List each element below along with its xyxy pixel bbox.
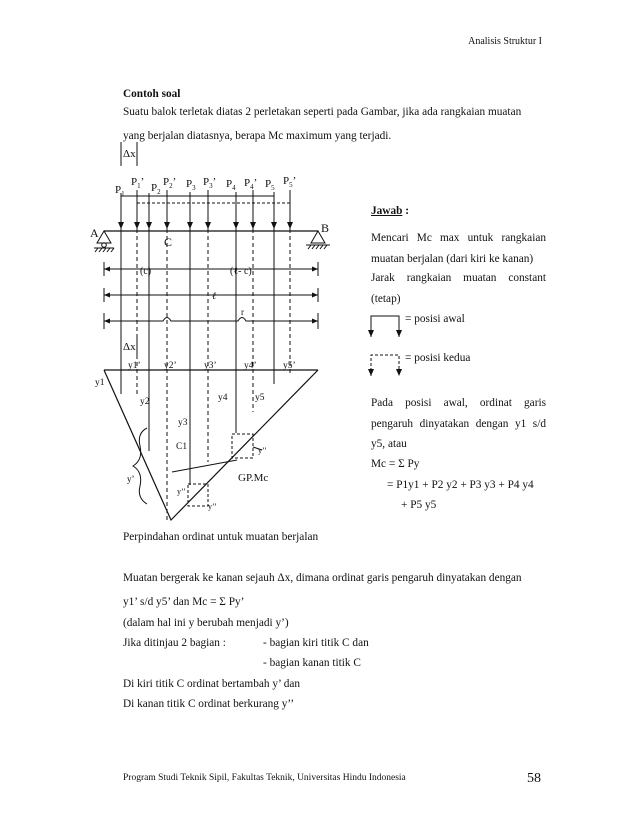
answer-line-2: muatan berjalan (dari kiri ke kanan): [371, 253, 534, 265]
dx-label: Δx: [123, 148, 136, 160]
body-line-4a: Jika ditinjau 2 bagian :: [123, 637, 226, 649]
svg-text:P2’: $P_2$’: [163, 176, 177, 190]
svg-text:y1: y1: [95, 378, 105, 388]
svg-text:P5’: $P_5$’: [283, 175, 297, 189]
footer-text: Program Studi Teknik Sipil, Fakultas Teknik, Universitas Hindu Indonesia: [123, 773, 406, 783]
problem-line-2: yang berjalan diatasnya, berapa Mc maximum yang terjadi.: [123, 130, 392, 142]
svg-text:C1: C1: [176, 442, 188, 452]
svg-text:y’’: y’’: [177, 487, 186, 496]
body-line-3: (dalam hal ini y berubah menjadi y’): [123, 617, 289, 629]
svg-text:P4: $P_4$: [226, 178, 236, 192]
running-header: Analisis Struktur I: [468, 36, 542, 47]
legend-dashed: [371, 355, 399, 376]
dim-c: (c): [140, 266, 152, 277]
svg-text:P2: $P_2$: [151, 182, 161, 196]
legend-solid-label: = posisi awal: [405, 313, 465, 325]
svg-text:P3’: $P_3$’: [203, 176, 217, 190]
dx-label-lower: Δx: [123, 341, 136, 353]
answer-line-4: (tetap): [371, 293, 401, 305]
support-a: [97, 231, 111, 243]
svg-text:y4’: y4’: [244, 361, 257, 371]
dim-l: ℓ: [212, 291, 217, 302]
equation-2: = P1y1 + P2 y2 + P3 y3 + P4 y4: [387, 479, 534, 491]
body-line-5: - bagian kanan titik C: [263, 657, 361, 669]
svg-text:y2’: y2’: [164, 361, 177, 371]
dim-l-minus-c: (ℓ- c): [230, 266, 252, 277]
svg-text:y’: y’: [127, 474, 135, 484]
example-heading: Contoh soal: [123, 88, 181, 100]
svg-text:y’’: y’’: [258, 446, 267, 455]
answer-para-1: Pada posisi awal, ordinat garis: [371, 397, 546, 409]
answer-heading: Jawab :: [371, 205, 409, 217]
answer-line-3: Jarak rangkaian muatan constant: [371, 272, 546, 284]
influence-line: [104, 370, 318, 520]
svg-text:P3: $P_3$: [186, 178, 196, 192]
svg-text:P4’: $P_4$’: [244, 177, 258, 191]
equation-1: Mc = Σ Py: [371, 458, 420, 470]
answer-para-3: y5, atau: [371, 438, 407, 450]
equation-3: + P5 y5: [401, 499, 437, 511]
body-line-6: Di kiri titik C ordinat bertambah y’ dan: [123, 678, 301, 690]
svg-text:y1’: y1’: [128, 361, 141, 371]
svg-text:y3’: y3’: [204, 361, 217, 371]
page-number: 58: [527, 771, 541, 786]
legend-dashed-label: = posisi kedua: [405, 352, 471, 364]
body-line-1: Muatan bergerak ke kanan sejauh Δx, dimana ordinat garis pengaruh dinyatakan dengan: [123, 572, 522, 584]
answer-para-2: pengaruh dinyatakan dengan y1 s/d: [371, 418, 546, 430]
label-b: B: [321, 221, 330, 235]
svg-text:P1: $P_1$: [115, 184, 125, 198]
dim-r: r: [241, 307, 244, 317]
label-a: A: [90, 226, 99, 240]
legend-solid: [371, 316, 399, 337]
svg-text:y’’: y’’: [208, 502, 217, 511]
svg-text:y5: y5: [255, 393, 265, 403]
svg-text:y5’: y5’: [283, 361, 296, 371]
label-c: C: [164, 235, 173, 249]
body-line-2: y1’ s/d y5’ dan Mc = Σ Py’: [123, 596, 245, 608]
svg-text:y3: y3: [178, 418, 188, 428]
svg-text:P1’: $P_1$’: [131, 176, 145, 190]
svg-text:P5: $P_5$: [265, 178, 275, 192]
answer-line-1: Mencari Mc max untuk rangkaian: [371, 232, 546, 244]
body-line-4b: - bagian kiri titik C dan: [263, 637, 369, 649]
problem-line-1: Suatu balok terletak diatas 2 perletakan seperti pada Gambar, jika ada rangkaian muatan: [123, 106, 522, 118]
body-line-7: Di kanan titik C ordinat berkurang y’’: [123, 698, 295, 710]
svg-text:y4: y4: [218, 393, 228, 403]
gp-mc-label: GP.Mc: [238, 472, 269, 484]
svg-text:y2: y2: [140, 397, 150, 407]
figure-caption: Perpindahan ordinat untuk muatan berjalan: [123, 531, 319, 543]
